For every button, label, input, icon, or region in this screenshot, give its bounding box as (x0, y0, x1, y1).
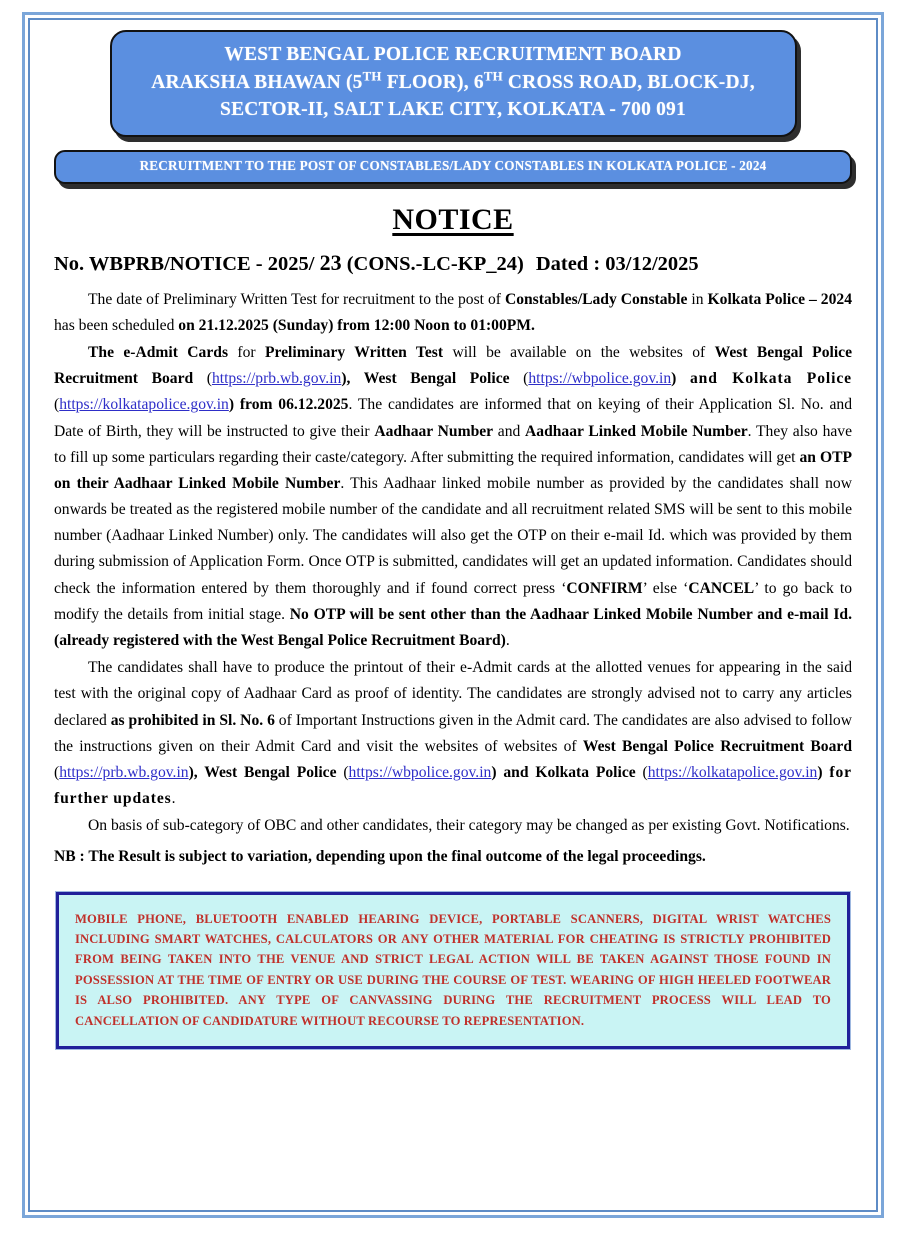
link-prb-website[interactable]: https://prb.wb.gov.in (211, 370, 342, 388)
reference-number: 23 (319, 249, 342, 275)
prohibited-items-warning-box: MOBILE PHONE, BLUETOOTH ENABLED HEARING DEVICE, PORTABLE SCANNERS, DIGITAL WRIST WATCHES INCLUDING SMART WATCHES, CALCULATORS OR ANY OTHER MATERIAL FOR CHEATING IS STRICTLY PROHIBITED FROM BEING TAKEN INTO THE VENUE AND STRICT LEGAL ACTION WILL BE TAKEN AGAINST THOSE FOUND IN POSSESSION AT THE TIME OF ENTRY OR USE DURING THE COURSE OF TEST. WEARING OF HIGH HEELED FOOTWEAR IS ALSO PROHIBITED. ANY TYPE OF CANVASSING DURING THE RECRUITMENT PROCESS WILL LEAD TO CANCELLATION OF CANDIDATURE WITHOUT RECOURSE TO REPRESENTATION. (56, 892, 850, 1049)
page-title: NOTICE (392, 202, 514, 236)
header-subtitle-wrapper (54, 137, 852, 184)
page-border-inner (28, 18, 878, 1212)
organization-address-line2: SECTOR-II, SALT LAKE CITY, KOLKATA - 700 091 (220, 99, 686, 121)
confirm-keyword: CONFIRM (566, 579, 643, 597)
address-post: CROSS ROAD, BLOCK-DJ, (502, 71, 755, 93)
paragraph-2: The e-Admit Cards for Preliminary Written Test will be available on the websites of West Bengal Police Recruitment Board (https://prb.wb.gov.in), West Bengal Police (https://wbpolice.gov.in) and Kolkata Police (https://kolkatapolice.gov.in) from 06.12.2025. The candidates are informed that on keying of their Application Sl. No. and Date of Birth, they will be instructed to give their Aadhaar Number and Aadhaar Linked Mobile Number. They also have to fill up some particulars regarding their caste/category. After submitting the required information, candidates will get an OTP on their Aadhaar Linked Mobile Number. This Aadhaar linked mobile number as provided by the candidates shall now onwards be treated as the registered mobile number of the candidate and all recruitment related SMS will be sent to this mobile number (Aadhaar Linked Number) only. The candidates will also get the OTP on their e-mail Id. which was provided by them during submission of Application Form. Once OTP is submitted, candidates will get an updated information. Candidates should check the information entered by them thoroughly and if found correct press ‘CONFIRM’ else ‘CANCEL’ to go back to modify the details from initial stage. No OTP will be sent other than the Aadhaar Linked Mobile Number and e-mail Id. (already registered with the West Bengal Police Recruitment Board). (54, 343, 853, 650)
link-wbpolice-website-2[interactable]: https://wbpolice.gov.in (348, 763, 492, 781)
paragraph-1: The date of Preliminary Written Test for recruitment to the post of Constables/Lady Constable in Kolkata Police – 2024 has been scheduled on 21.12.2025 (Sunday) from 12:00 Noon to 01:00PM. (54, 290, 852, 334)
cancel-keyword: CANCEL (688, 579, 755, 597)
superscript-th-2: TH (483, 69, 503, 84)
organization-address-line1 (126, 69, 781, 97)
paragraph-4: On basis of sub-category of OBC and other candidates, their category may be changed as per existing Govt. Notifications. (88, 817, 850, 835)
recruitment-subtitle-box: RECRUITMENT TO THE POST OF CONSTABLES/LADY CONSTABLES IN KOLKATA POLICE - 2024 (54, 150, 852, 184)
superscript-th-1: TH (362, 69, 382, 84)
page-border-outer (22, 12, 884, 1218)
reference-suffix: (CONS.-LC-KP_24) (346, 252, 524, 275)
organization-name: WEST BENGAL POLICE RECRUITMENT BOARD (224, 44, 682, 65)
organization-header-box (110, 30, 797, 137)
notice-body (54, 287, 852, 870)
address-pre: ARAKSHA BHAWAN (5 (151, 71, 363, 93)
address-mid: FLOOR), 6 (381, 71, 484, 93)
notice-date: Dated : 03/12/2025 (535, 252, 699, 275)
link-kolkatapolice-website[interactable]: https://kolkatapolice.gov.in (59, 396, 229, 414)
nb-note: NB : The Result is subject to variation, depending upon the final outcome of the legal proceedings. (54, 847, 706, 865)
link-kolkatapolice-website-2[interactable]: https://kolkatapolice.gov.in (647, 763, 818, 781)
header-title-wrapper (54, 30, 852, 137)
link-wbpolice-website[interactable]: https://wbpolice.gov.in (528, 370, 672, 388)
notice-reference-line (54, 250, 852, 276)
notice-page (30, 20, 876, 1210)
link-prb-website-2[interactable]: https://prb.wb.gov.in (59, 763, 189, 781)
paragraph-3: The candidates shall have to produce the printout of their e-Admit cards at the allotted venues for appearing in the said test with the original copy of Aadhaar Card as proof of identity. The candidates are strongly advised not to carry any articles declared as prohibited in Sl. No. 6 of Important Instructions given in the Admit card. The candidates are also advised to follow the instructions given on their Admit Card and visit the websites of websites of West Bengal Police Recruitment Board (https://prb.wb.gov.in), West Bengal Police (https://wbpolice.gov.in) and Kolkata Police (https://kolkatapolice.gov.in) for further updates. (54, 659, 852, 808)
reference-prefix: No. WBPRB/NOTICE - 2025/ (54, 252, 315, 275)
